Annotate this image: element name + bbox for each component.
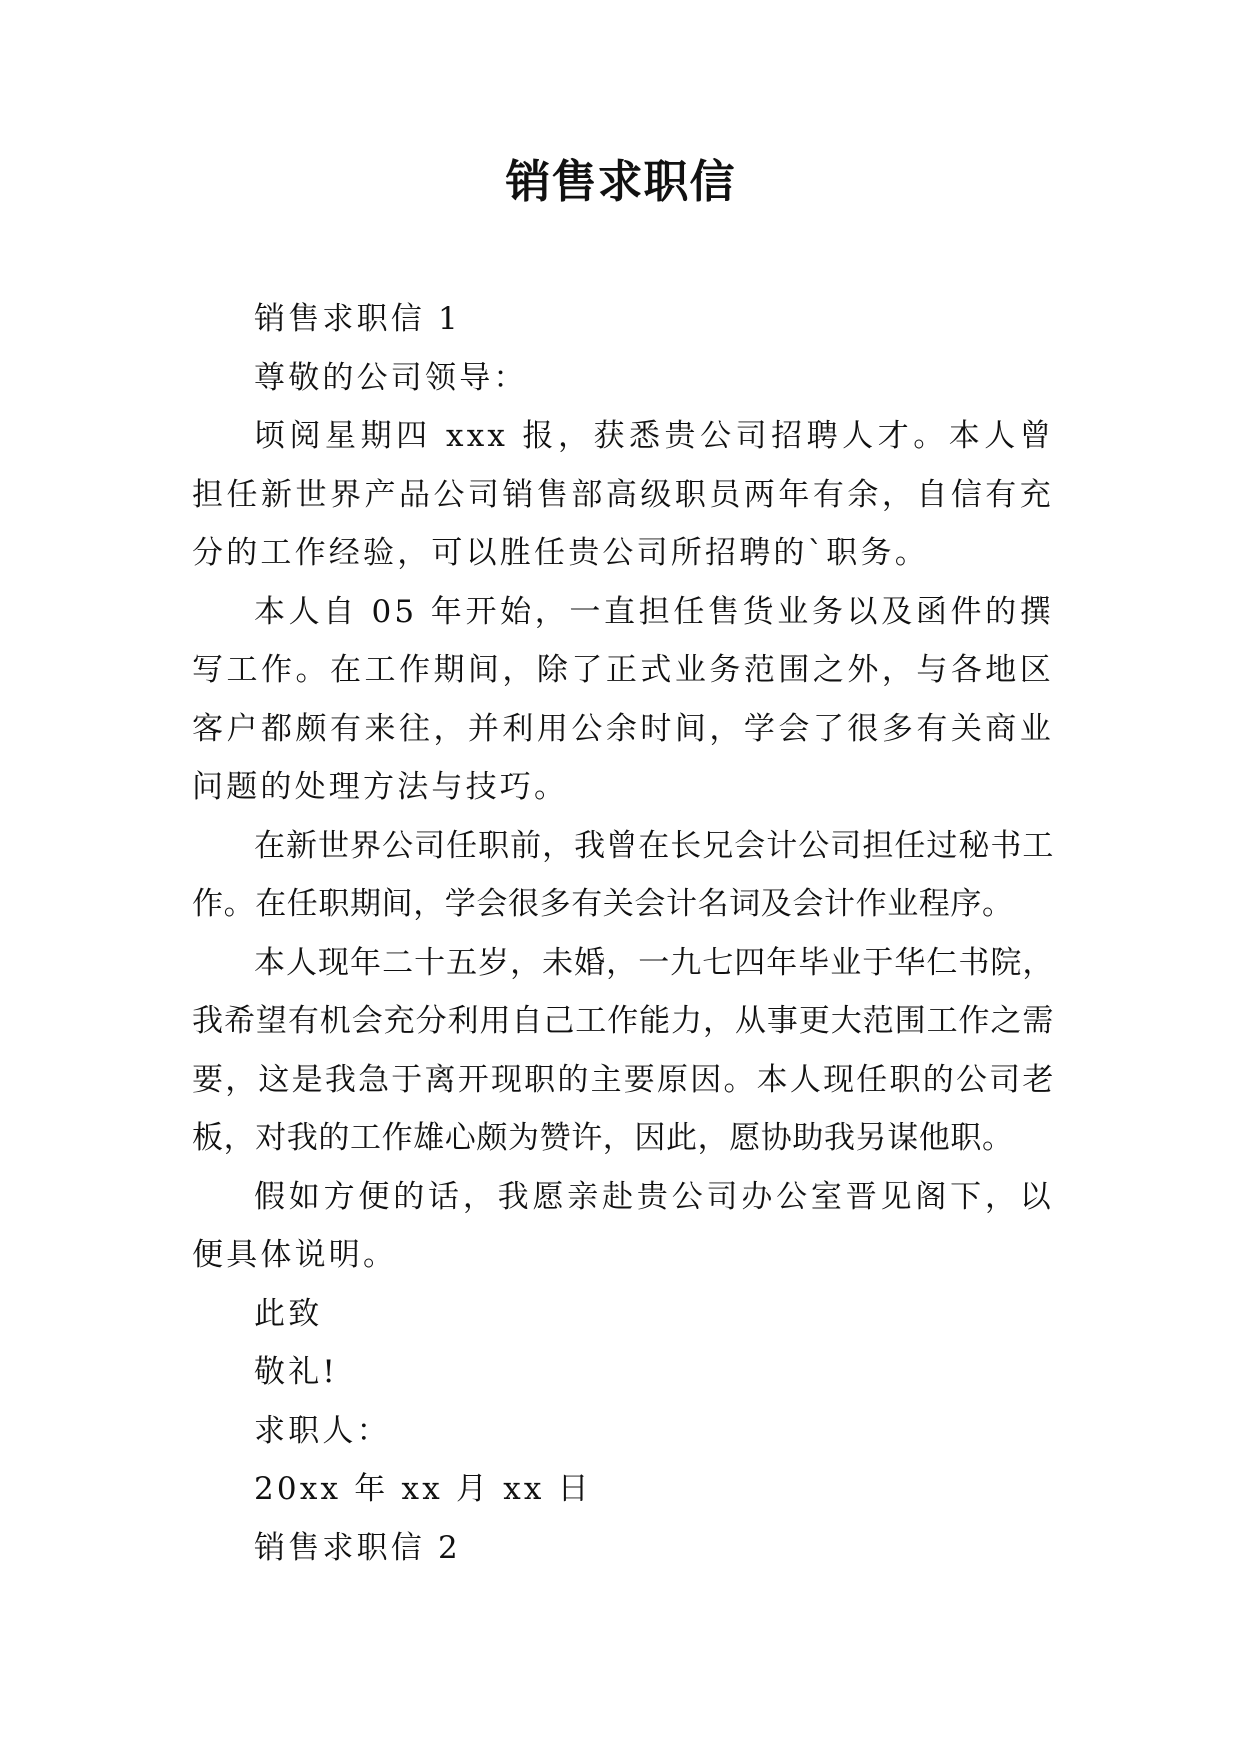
paragraph: 本人自 05 年开始，一直担任售货业务以及函件的撰写工作。在工作期间，除了正式业务范围之外，与各地区客户都颇有来往，并利用公余时间，学会了很多有关商业问题的处理方法与技巧。 — [192, 593, 1054, 805]
closing: 此致 — [254, 1295, 323, 1332]
signature-label: 求职人： — [254, 1412, 391, 1449]
document-title: 销售求职信 — [505, 155, 736, 208]
paragraph: 假如方便的话，我愿亲赴贵公司办公室晋见阁下，以便具体说明。 — [192, 1178, 1054, 1273]
section-heading-1: 销售求职信 1 — [254, 301, 461, 337]
letter-body — [192, 290, 1054, 1577]
paragraph: 顷阅星期四 xxx 报，获悉贵公司招聘人才。本人曾担任新世界产品公司销售部高级职员两年有余，自信有充分的工作经验，可以胜任贵公司所招聘的`职务。 — [192, 418, 1054, 571]
paragraph: 本人现年二十五岁，未婚，一九七四年毕业于华仁书院，我希望有机会充分利用自己工作能力，从事更大范围工作之需要，这是我急于离开现职的主要原因。本人现任职的公司老板，对我的工作雄心颇为赞许，因此，愿协助我另谋他职。 — [192, 944, 1054, 1156]
closing-regards: 敬礼! — [254, 1354, 339, 1390]
date-line: 20xx 年 xx 月 xx 日 — [254, 1471, 592, 1507]
section-heading-2: 销售求职信 2 — [254, 1529, 461, 1566]
paragraph: 在新世界公司任职前，我曾在长兄会计公司担任过秘书工作。在任职期间，学会很多有关会计名词及会计作业程序。 — [192, 827, 1054, 922]
salutation: 尊敬的公司领导： — [254, 359, 528, 396]
